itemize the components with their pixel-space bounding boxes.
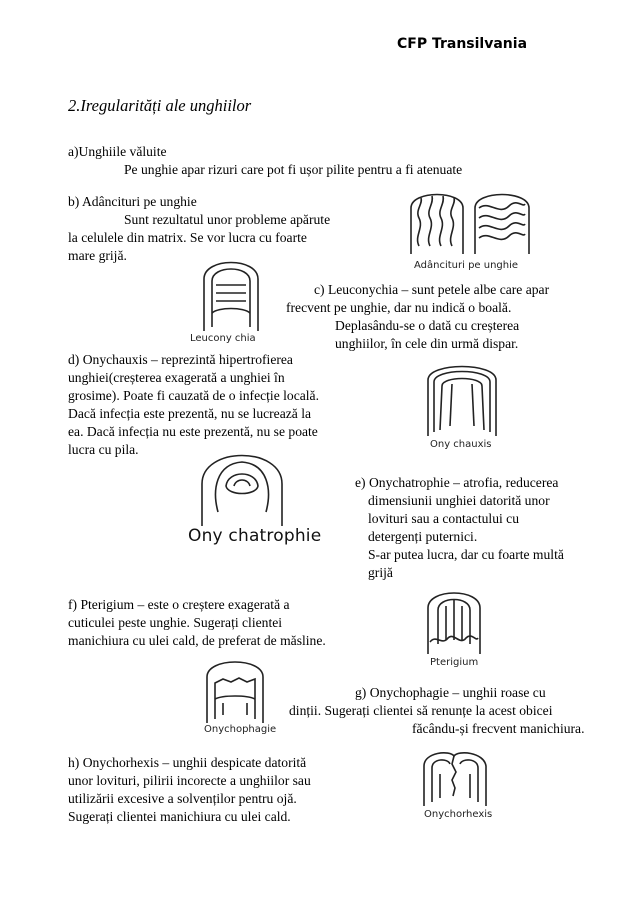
item-e-line-5: S-ar putea lucra, dar cu foarte multă bbox=[368, 547, 564, 562]
section-title: 2.Iregularități ale unghiilor bbox=[68, 96, 252, 115]
item-e-line-6: grijă bbox=[368, 565, 393, 580]
onychatrophie-nail-icon bbox=[196, 442, 288, 528]
figure-b-caption: Adâncituri pe unghie bbox=[414, 260, 519, 271]
figure-h-caption: Onychorhexis bbox=[424, 809, 493, 820]
item-b-line-2: la celulele din matrix. Se vor lucra cu foarte bbox=[68, 230, 307, 245]
item-e-line-4: detergenți puternici. bbox=[368, 529, 478, 544]
item-g-line-3: făcându-și frecvent manichiura. bbox=[412, 721, 585, 736]
item-g-line-2: dinții. Sugerați clientei să renunțe la acest obicei bbox=[289, 703, 553, 718]
item-c-line-4: unghiilor, în cele din urmă dispar. bbox=[335, 336, 519, 351]
item-f-line-3: manichiura cu ulei cald, de preferat de măsline. bbox=[68, 633, 326, 648]
figure-e-caption: Ony chatrophie bbox=[188, 526, 322, 546]
item-d-line-1: d) Onychauxis – reprezintă hipertrofierea bbox=[68, 352, 293, 367]
leuconychia-nail-icon bbox=[200, 255, 262, 333]
item-d-line-6: lucra cu pila. bbox=[68, 442, 139, 457]
item-h-line-1: h) Onychorhexis – unghii despicate datorită bbox=[68, 755, 307, 770]
item-a-heading: a)Unghiile văluite bbox=[68, 144, 167, 159]
item-c-line-2: frecvent pe unghie, dar nu indică o boală. bbox=[286, 300, 512, 315]
item-b-heading: b) Adâncituri pe unghie bbox=[68, 194, 197, 209]
header-company: CFP Transilvania bbox=[397, 36, 528, 52]
item-a-line-1: Pe unghie apar rizuri care pot fi ușor pilite pentru a fi atenuate bbox=[124, 162, 463, 177]
pterigium-nail-icon bbox=[424, 586, 484, 656]
item-f-line-1: f) Pterigium – este o creștere exagerată a bbox=[68, 597, 290, 612]
item-e-line-2: dimensiunii unghiei datorită unor bbox=[368, 493, 550, 508]
item-b-line-3: mare grijă. bbox=[68, 248, 127, 263]
item-c-line-3: Deplasându-se o dată cu creșterea bbox=[335, 318, 520, 333]
item-d-line-2: unghiei(creșterea exagerată a unghiei în bbox=[68, 370, 285, 385]
item-d-line-3: grosime). Poate fi cauzată de o infecție locală. bbox=[68, 388, 319, 403]
item-h-line-2: unor lovituri, pilirii incorecte a unghiilor sau bbox=[68, 773, 311, 788]
item-g-line-1: g) Onychophagie – unghii roase cu bbox=[355, 685, 546, 700]
item-b-line-1: Sunt rezultatul unor probleme apărute bbox=[124, 212, 331, 227]
item-c-line-1: c) Leuconychia – sunt petele albe care apar bbox=[314, 282, 550, 297]
item-h-line-4: Sugerați clientei manichiura cu ulei cald. bbox=[68, 809, 291, 824]
item-f-line-2: cuticulei peste unghie. Sugerați clientei bbox=[68, 615, 283, 630]
item-h-line-3: utilizării excesive a solvenților pentru ojă. bbox=[68, 791, 297, 806]
item-d-line-5: ea. Dacă infecția nu este prezentă, nu se poate bbox=[68, 424, 318, 439]
onychorhexis-nail-icon bbox=[420, 750, 490, 808]
item-d-line-4: Dacă infecția este prezentă, nu se lucrează la bbox=[68, 406, 312, 421]
onychauxis-nail-icon bbox=[424, 358, 500, 438]
onychophagie-nail-icon bbox=[203, 655, 267, 725]
figure-g-caption: Onychophagie bbox=[204, 724, 277, 735]
figure-c-caption: Leucony chia bbox=[190, 333, 256, 344]
ridged-nails-icon bbox=[405, 186, 535, 258]
figure-f-caption: Pterigium bbox=[430, 657, 479, 668]
figure-d-caption: Ony chauxis bbox=[430, 439, 492, 450]
item-e-line-1: e) Onychatrophie – atrofia, reducerea bbox=[355, 475, 559, 490]
item-e-line-3: lovituri sau a contactului cu bbox=[368, 511, 519, 526]
